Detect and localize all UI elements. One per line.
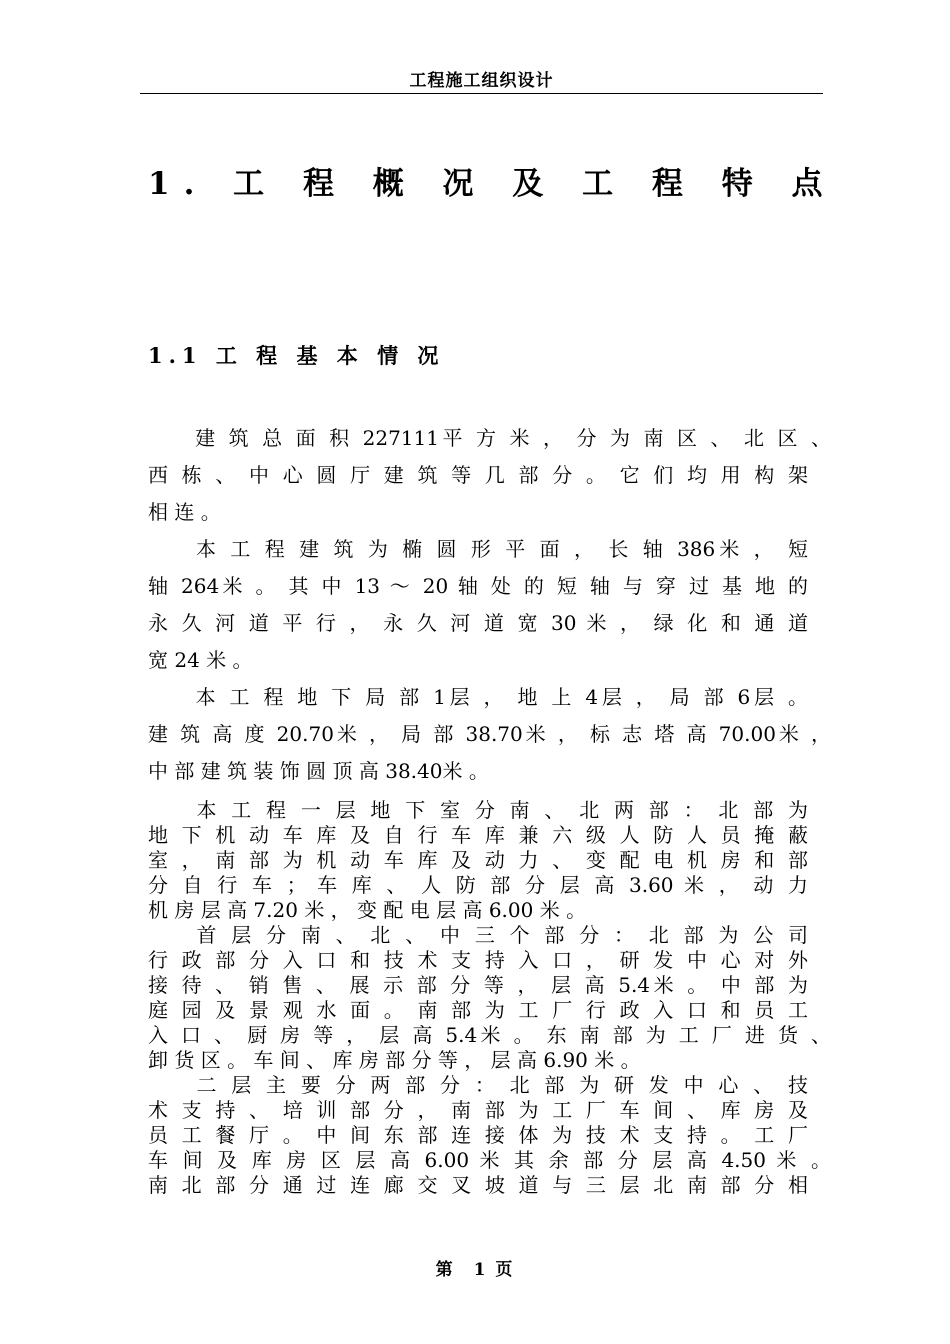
section-heading: 1.1 工 程 基 本 情 况 (148, 343, 445, 368)
chapter-heading: 1. 工 程 概 况 及 工 程 特 点 (148, 166, 837, 202)
paragraph-line: 接 待 、 销 售 、 展 示 部 分 等 ， 层 高 5.4米 。 中 部 为 (148, 973, 808, 997)
paragraph-line: 术 支 持 、 培 训 部 分 ， 南 部 为 工 厂 车 间 、 库 房 及 (148, 1098, 808, 1122)
paragraph-line: 室 ， 南 部 为 机 动 车 库 及 动 力 、 变 配 电 机 房 和 部 (148, 848, 808, 872)
header-rule (140, 93, 823, 94)
paragraph-line: 首 层 分 南 、 北 、 中 三 个 部 分 ： 北 部 为 公 司 (148, 923, 808, 947)
paragraph-line: 机 房 层 高 7.20 米 ， 变 配 电 层 高 6.00 米 。 (148, 898, 587, 922)
paragraph-line: 卸 货 区 。 车 间 、 库 房 部 分 等 ， 层 高 6.90 米 。 (148, 1048, 641, 1072)
paragraph-line: 员 工 餐 厅 。 中 间 东 部 连 接 体 为 技 术 支 持 。 工 厂 (148, 1123, 808, 1147)
paragraph-line: 本 工 程 一 层 地 下 室 分 南 、 北 两 部 ： 北 部 为 (148, 798, 808, 822)
paragraph-line: 二 层 主 要 分 两 部 分 ： 北 部 为 研 发 中 心 、 技 (148, 1073, 808, 1097)
paragraph-line: 宽 24 米 。 (148, 648, 253, 672)
paragraph-line: 本 工 程 地 下 局 部 1层 ， 地 上 4层 ， 局 部 6层 。 (148, 685, 808, 709)
paragraph-line: 中 部 建 筑 装 饰 圆 顶 高 38.40米 。 (148, 759, 489, 783)
document-header: 工程施工组织设计 (409, 71, 554, 91)
paragraph-line: 建 筑 高 度 20.70米 ， 局 部 38.70米 ， 标 志 塔 高 70.00米 ， (148, 722, 831, 746)
paragraph-line: 行 政 部 分 入 口 和 技 术 支 持 入 口 ， 研 发 中 心 对 外 (148, 948, 808, 972)
paragraph-line: 建 筑 总 面 积 227111平 方 米 ， 分 为 南 区 、 北 区 、 (148, 426, 831, 450)
paragraph-line: 西 栋 、 中 心 圆 厅 建 筑 等 几 部 分 。 它 们 均 用 构 架 (148, 463, 808, 487)
paragraph-line: 南 北 部 分 通 过 连 廊 交 叉 坡 道 与 三 层 北 南 部 分 相 (148, 1173, 808, 1197)
paragraph-line: 相 连 。 (148, 500, 221, 524)
paragraph-line: 永 久 河 道 平 行 ， 永 久 河 道 宽 30 米 ， 绿 化 和 通 道 (148, 611, 808, 635)
paragraph-line: 庭 园 及 景 观 水 面 。 南 部 为 工 厂 行 政 入 口 和 员 工 (148, 998, 808, 1022)
page-number: 第 1 页 (435, 1260, 515, 1280)
paragraph-line: 分 自 行 车 ； 车 库 、 人 防 部 分 层 高 3.60 米 ， 动 力 (148, 873, 808, 897)
paragraph-line: 本 工 程 建 筑 为 椭 圆 形 平 面 ， 长 轴 386米 ， 短 (148, 537, 808, 561)
paragraph-line: 入 口 、 厨 房 等 ， 层 高 5.4米 。 东 南 部 为 工 厂 进 货 、 (148, 1023, 831, 1047)
paragraph-line: 轴 264米 。 其 中 13 ～ 20 轴 处 的 短 轴 与 穿 过 基 地 的 (148, 574, 808, 598)
paragraph-line: 车 间 及 库 房 区 层 高 6.00 米 其 余 部 分 层 高 4.50 米 。 (148, 1148, 831, 1172)
paragraph-line: 地 下 机 动 车 库 及 自 行 车 库 兼 六 级 人 防 人 员 掩 蔽 (148, 823, 808, 847)
